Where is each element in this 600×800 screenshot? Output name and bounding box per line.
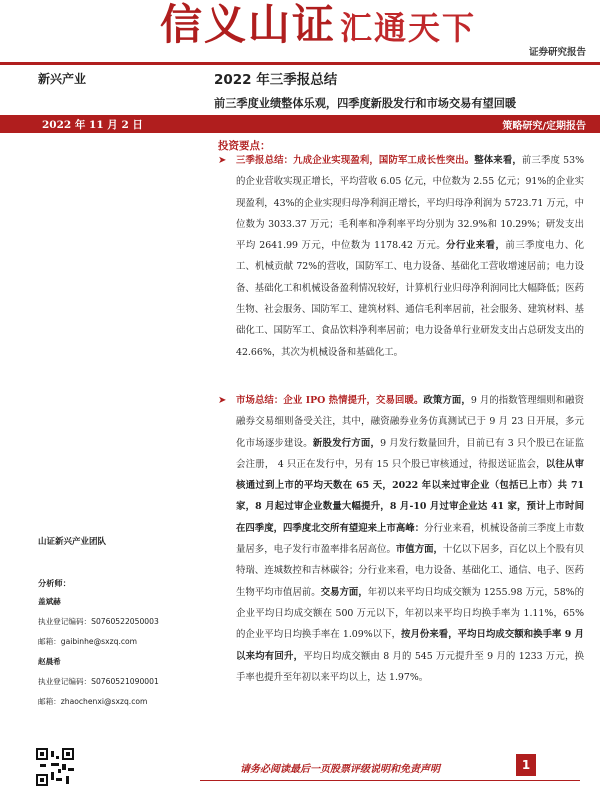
bullet-arrow-icon: ➤ (218, 155, 227, 166)
analyst-cert: 执业登记编码：S0760521090001 (38, 677, 159, 686)
disclaimer-notice: 请务必阅读最后一页股票评级说明和免责声明 (240, 764, 440, 775)
header-divider (0, 62, 600, 65)
report-subtitle: 前三季度业绩整体乐观，四季度新股发行和市场交易有望回暖 (214, 97, 517, 110)
industry-label: 新兴产业 (38, 72, 87, 86)
logo-part-2: 汇通天下 (340, 9, 477, 47)
brand-logo (160, 0, 476, 52)
analyst-cert: 执业登记编码：S0760522050003 (38, 617, 159, 626)
analyst-email[interactable]: 邮箱：zhaochenxi@sxzq.com (38, 697, 148, 706)
analyst-name: 盖斌赫 (38, 597, 61, 606)
report-date: 2022 年 11 月 2 日 (42, 119, 143, 131)
report-title: 2022 年三季报总结 (214, 72, 338, 88)
footer-divider (200, 780, 580, 781)
bullet-q3-summary (218, 150, 584, 363)
analyst-email[interactable]: 邮箱：gaibinhe@sxzq.com (38, 637, 138, 646)
bullet-text: 三季报总结：九成企业实现盈利，国防军工成长性突出。整体来看，前三季度 53%的企业营收实现正增长，平均营收 6.05 亿元，中位数为 2.55 亿元；91%的企业实现盈利，43%的企业实现归母净利润正增长，平均归母净利润为 5723.71 万元，中位数为 3033.37 万元；毛利率和净利率平均分别为 32.9%和 10.29%；研发支出平均 2641.99 万元，中位数为 1178.42 万元。分行业来看，前三季度电力、化工、机械贡献 72%的营收，国防军工、电力设备、基础化工营收增速居前；电力设备、基础化工和机械设备盈利情况较好，计算机行业归母净利润同比大幅降低；医药生物、社会服务、国防军工、建筑材料、通信毛利率居前，社会服务、建筑材料、基础化工、国防军工、食品饮料净利率居前；电力设备单行业研发支出占总研发支出的 42.66%，其次为机械设备和基础化工。 (236, 155, 584, 358)
bullet-market-summary (218, 390, 584, 688)
bullet-arrow-icon: ➤ (218, 395, 227, 406)
logo-part-1: 信义山证 (160, 0, 337, 49)
analysts-label: 分析师： (38, 578, 71, 588)
report-category: 策略研究/定期报告 (502, 121, 586, 132)
analyst-2 (38, 652, 159, 712)
qr-code-icon (36, 748, 74, 786)
analyst-1 (38, 592, 159, 652)
page-number: 1 (516, 754, 536, 776)
report-type-label: 证券研究报告 (528, 47, 586, 58)
bullet-text: 市场总结：企业 IPO 热情提升，交易回暖。政策方面，9 月的指数管理细则和融资融券交易细则备受关注，其中，融资融券业务仿真测试已于 9 月 23 日开展，多元化市场逐步建设。新股发行方面，9 月发行数量回升，目前已有 3 只个股已在证监会注册， 4 只正在发行中，另有 15 只个股已审核通过，待报送证监会，以往从审核通过到上市的平均天数在 65 天，2022 年以来过审企业（包括已上市）共 71 家，8 月起过审企业数量大幅提升，8 月-10 月过审企业达 41 家，预计上市时间在四季度，四季度北交所有望迎来上市高峰：分行业来看，机械设备前三季度上市数量居多，电子发行市盈率排名居高位。市值方面，十亿以下居多，百亿以上个股有贝特瑞、连城数控和吉林碳谷；分行业来看，电力设备、基础化工、通信、电子、医药生物平均市值居前。交易方面，年初以来平均日均成交额为 1255.98 万元，58%的企业平均日均成交额在 500 万元以下，年初以来平均日均换手率为 1.11%，65%的企业平均日均换手率在 1.09%以下，按月份来看，平均日均成交额和换手率 9 月以来均有回升，平均日均成交额由 8 月的 545 万元提升至 9 月的 1233 万元，换手率也提升至年初以来平均以上，达 1.97%。 (236, 395, 584, 683)
date-bar (0, 115, 600, 133)
team-name: 山证新兴产业团队 (38, 537, 107, 547)
analyst-name: 赵晨希 (38, 657, 61, 666)
header-banner (0, 0, 600, 62)
highlights-title: 投资要点： (218, 140, 271, 152)
